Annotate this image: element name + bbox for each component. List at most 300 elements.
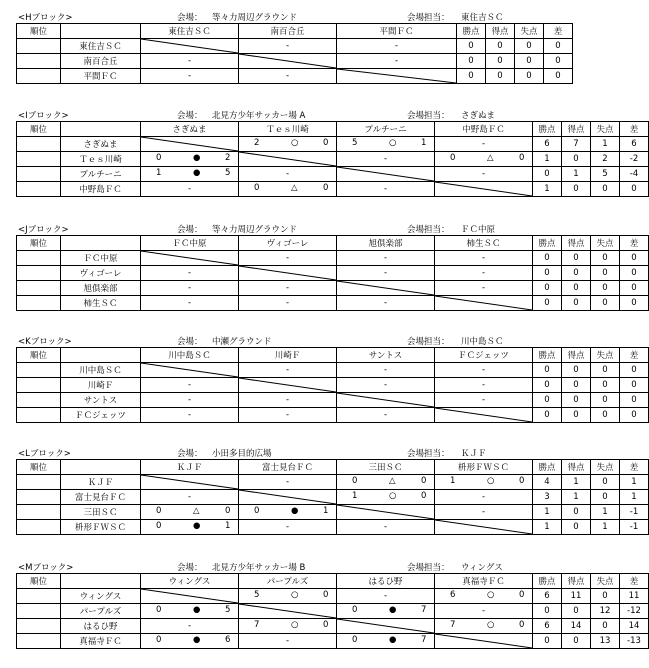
table-row: [17, 604, 649, 619]
diagonal-line: [435, 296, 532, 310]
team-column-header: 中野島ＦＣ: [435, 122, 533, 137]
standings-table: [16, 23, 573, 84]
match-pending: -: [337, 520, 435, 535]
match-pending: -: [141, 69, 239, 84]
match-result: [239, 182, 337, 197]
block-1: [0, 108, 639, 195]
goals-against-value: 2: [591, 152, 620, 167]
match-pending: -: [435, 363, 533, 378]
match-pending: -: [141, 490, 239, 505]
goal-diff-value: -2: [620, 152, 649, 167]
team-column-header: さぎぬま: [141, 122, 239, 137]
self-match-cell: [435, 296, 533, 311]
goal-diff-value: 11: [620, 589, 649, 604]
result-mark: ○: [291, 620, 299, 630]
block-4: [0, 446, 639, 533]
goals-against-value: 0: [591, 378, 620, 393]
diagonal-line: [239, 54, 336, 68]
team-column-header: 枡形ＦＷＳＣ: [435, 460, 533, 475]
header-row: [17, 24, 573, 39]
result-mark: △: [193, 506, 200, 516]
goals-against-value: 0: [515, 39, 544, 54]
table-row: [17, 589, 649, 604]
score-opponent: 0: [225, 506, 231, 516]
goals-for-value: 0: [562, 393, 591, 408]
score-opponent: 1: [421, 138, 427, 148]
goals-for-value: 14: [562, 619, 591, 634]
result-mark: ○: [291, 590, 299, 600]
venue-name: 等々力周辺グラウンド: [212, 13, 298, 23]
match-result: [337, 604, 435, 619]
match-pending: -: [435, 137, 533, 152]
goals-against-value: 0: [591, 589, 620, 604]
match-result: [239, 505, 337, 520]
goal-diff-value: 0: [620, 363, 649, 378]
rank-header: 順位: [17, 348, 61, 363]
goal-diff-value: 0: [544, 54, 573, 69]
table-row: [17, 54, 573, 69]
team-column-header: 真福寺ＦＣ: [435, 574, 533, 589]
result-mark: ●: [291, 506, 299, 516]
wins-value: 0: [457, 39, 486, 54]
match-pending: -: [141, 182, 239, 197]
block-name: <Jブロック>: [18, 225, 69, 235]
block-header: [0, 334, 584, 347]
score-own: 1: [352, 491, 358, 501]
self-match-cell: [337, 167, 435, 182]
team-name: ＦＣ中原: [61, 251, 141, 266]
team-name: ウィングス: [61, 589, 141, 604]
score-own: 0: [352, 605, 358, 615]
team-column-header: はるひ野: [337, 574, 435, 589]
manager-name: 東住吉ＳＣ: [461, 13, 504, 23]
goals-against-value: 0: [591, 363, 620, 378]
rank-cell: [17, 408, 61, 423]
result-mark: ○: [487, 620, 495, 630]
score-own: 5: [254, 590, 260, 600]
match-pending: -: [239, 281, 337, 296]
rank-cell: [17, 505, 61, 520]
block-name: <Lブロック>: [18, 449, 71, 459]
block-2: [0, 222, 639, 309]
rank-cell: [17, 39, 61, 54]
goals-against-header: 失点: [591, 574, 620, 589]
result-mark: ○: [291, 138, 299, 148]
header-row: [17, 236, 649, 251]
match-result: [337, 490, 435, 505]
match-pending: -: [435, 393, 533, 408]
wins-value: 0: [457, 69, 486, 84]
manager-label: 会場担当：: [407, 449, 450, 459]
match-pending: -: [239, 296, 337, 311]
goal-diff-value: -1: [620, 505, 649, 520]
team-name: 川中島ＳＣ: [61, 363, 141, 378]
result-mark: ●: [193, 153, 201, 163]
goals-against-header: 失点: [515, 24, 544, 39]
wins-value: 4: [533, 475, 562, 490]
corner-cell: [61, 460, 141, 475]
team-name: はるひ野: [61, 619, 141, 634]
team-name: 中野島ＦＣ: [61, 182, 141, 197]
goals-for-header: 得点: [486, 24, 515, 39]
goals-against-value: 1: [591, 505, 620, 520]
rank-cell: [17, 520, 61, 535]
table-row: [17, 281, 649, 296]
goals-against-value: 5: [591, 167, 620, 182]
match-result: [337, 137, 435, 152]
self-match-cell: [141, 363, 239, 378]
self-match-cell: [141, 251, 239, 266]
table-row: [17, 378, 649, 393]
wins-value: 0: [533, 604, 562, 619]
goal-diff-value: 1: [620, 475, 649, 490]
match-result: [239, 137, 337, 152]
goal-diff-value: 0: [620, 408, 649, 423]
match-result: [141, 152, 239, 167]
rank-cell: [17, 296, 61, 311]
team-column-header: ウィングス: [141, 574, 239, 589]
goals-for-value: 7: [562, 137, 591, 152]
self-match-cell: [141, 589, 239, 604]
diagonal-line: [337, 167, 434, 181]
match-pending: -: [435, 281, 533, 296]
goal-diff-header: 差: [620, 574, 649, 589]
manager-label: 会場担当：: [407, 13, 450, 23]
score-opponent: 2: [225, 153, 231, 163]
standings-table: [16, 235, 649, 311]
wins-value: 0: [533, 296, 562, 311]
goals-against-value: 0: [515, 54, 544, 69]
table-row: [17, 251, 649, 266]
diagonal-line: [141, 39, 238, 53]
venue-label: 会場：: [177, 13, 203, 23]
venue-label: 会場：: [177, 449, 203, 459]
score-own: 1: [156, 168, 162, 178]
goal-diff-value: 14: [620, 619, 649, 634]
goals-for-value: 0: [486, 54, 515, 69]
rank-cell: [17, 266, 61, 281]
match-pending: -: [239, 408, 337, 423]
match-result: [435, 619, 533, 634]
goals-for-value: 1: [562, 475, 591, 490]
goals-for-header: 得点: [562, 348, 591, 363]
venue-label: 会場：: [177, 225, 203, 235]
goal-diff-header: 差: [620, 348, 649, 363]
diagonal-line: [337, 281, 434, 295]
team-column-header: サントス: [337, 348, 435, 363]
team-column-header: Ｔｅｓ川崎: [239, 122, 337, 137]
match-pending: -: [435, 604, 533, 619]
match-result: [141, 167, 239, 182]
match-pending: -: [435, 251, 533, 266]
result-mark: ●: [193, 605, 201, 615]
goal-diff-value: 0: [620, 296, 649, 311]
table-row: [17, 408, 649, 423]
self-match-cell: [239, 266, 337, 281]
score-own: 0: [254, 506, 260, 516]
block-header: [0, 10, 584, 23]
match-pending: -: [239, 69, 337, 84]
match-pending: -: [337, 363, 435, 378]
standings-table: [16, 347, 649, 423]
score-own: 6: [450, 590, 456, 600]
team-name: 富士見台ＦＣ: [61, 490, 141, 505]
rank-cell: [17, 589, 61, 604]
table-row: [17, 182, 649, 197]
score-own: 0: [352, 476, 358, 486]
match-result: [141, 634, 239, 649]
result-mark: △: [487, 153, 494, 163]
venue-label: 会場：: [177, 111, 203, 121]
wins-value: 0: [457, 54, 486, 69]
match-pending: -: [239, 39, 337, 54]
wins-value: 0: [533, 408, 562, 423]
block-name: <Kブロック>: [18, 337, 72, 347]
team-column-header: 旭俱楽部: [337, 236, 435, 251]
table-row: [17, 520, 649, 535]
team-column-header: ヴィゴーレ: [239, 236, 337, 251]
wins-value: 6: [533, 137, 562, 152]
score-own: 2: [254, 138, 260, 148]
result-mark: ○: [389, 138, 397, 148]
match-result: [337, 475, 435, 490]
goals-against-header: 失点: [591, 348, 620, 363]
score-opponent: 6: [225, 635, 231, 645]
wins-value: 0: [533, 393, 562, 408]
goal-diff-value: 0: [620, 378, 649, 393]
goal-diff-value: 0: [620, 182, 649, 197]
wins-value: 0: [533, 266, 562, 281]
goals-for-value: 0: [562, 363, 591, 378]
self-match-cell: [435, 520, 533, 535]
wins-value: 1: [533, 505, 562, 520]
manager-name: ＫＪＦ: [461, 449, 487, 459]
manager-label: 会場担当：: [407, 337, 450, 347]
match-pending: -: [141, 281, 239, 296]
goals-against-value: 0: [591, 182, 620, 197]
match-result: [239, 619, 337, 634]
team-column-header: 平間ＦＣ: [337, 24, 457, 39]
result-mark: ○: [389, 491, 397, 501]
team-column-header: 川中島ＳＣ: [141, 348, 239, 363]
score-opponent: 0: [323, 590, 329, 600]
team-name: 南百合丘: [61, 54, 141, 69]
table-row: [17, 296, 649, 311]
result-mark: ○: [487, 590, 495, 600]
standings-table: [16, 573, 649, 649]
table-row: [17, 475, 649, 490]
goals-for-value: 11: [562, 589, 591, 604]
team-name: Ｔｅｓ川崎: [61, 152, 141, 167]
corner-cell: [61, 348, 141, 363]
wins-header: 勝点: [533, 236, 562, 251]
diagonal-line: [239, 604, 336, 618]
match-pending: -: [337, 378, 435, 393]
score-own: 0: [156, 153, 162, 163]
diagonal-line: [435, 182, 532, 196]
goals-for-value: 0: [562, 604, 591, 619]
match-result: [337, 634, 435, 649]
match-pending: -: [337, 408, 435, 423]
goal-diff-value: 0: [620, 393, 649, 408]
goals-for-value: 0: [562, 281, 591, 296]
wins-header: 勝点: [533, 348, 562, 363]
manager-name: さぎぬま: [461, 111, 496, 121]
header-row: [17, 460, 649, 475]
team-name: 平間ＦＣ: [61, 69, 141, 84]
score-opponent: 0: [323, 620, 329, 630]
team-name: 枡形ＦＷＳＣ: [61, 520, 141, 535]
goals-for-value: 0: [562, 408, 591, 423]
diagonal-line: [239, 378, 336, 392]
rank-cell: [17, 363, 61, 378]
rank-cell: [17, 378, 61, 393]
match-pending: -: [141, 378, 239, 393]
diagonal-line: [239, 152, 336, 166]
match-pending: -: [435, 505, 533, 520]
block-header: [0, 222, 584, 235]
wins-value: 0: [533, 634, 562, 649]
score-own: 7: [450, 620, 456, 630]
team-column-header: パープルズ: [239, 574, 337, 589]
venue-name: 北見方少年サッカー場 B: [212, 563, 306, 573]
match-pending: -: [337, 39, 457, 54]
rank-cell: [17, 152, 61, 167]
wins-header: 勝点: [533, 574, 562, 589]
rank-cell: [17, 137, 61, 152]
rank-cell: [17, 604, 61, 619]
match-result: [435, 589, 533, 604]
goals-for-value: 0: [562, 520, 591, 535]
self-match-cell: [141, 137, 239, 152]
match-result: [141, 505, 239, 520]
manager-name: 川中島ＳＣ: [461, 337, 504, 347]
score-opponent: 0: [519, 590, 525, 600]
self-match-cell: [141, 39, 239, 54]
wins-value: 0: [533, 363, 562, 378]
match-result: [435, 475, 533, 490]
match-result: [239, 589, 337, 604]
team-name: 川崎Ｆ: [61, 378, 141, 393]
match-pending: -: [239, 363, 337, 378]
diagonal-line: [141, 589, 238, 603]
wins-value: 3: [533, 490, 562, 505]
score-opponent: 0: [519, 476, 525, 486]
wins-value: 0: [533, 167, 562, 182]
table-row: [17, 363, 649, 378]
score-own: 7: [254, 620, 260, 630]
goal-diff-header: 差: [544, 24, 573, 39]
match-pending: -: [141, 296, 239, 311]
score-opponent: 0: [519, 620, 525, 630]
goals-against-value: 0: [591, 281, 620, 296]
score-opponent: 7: [421, 605, 427, 615]
rank-cell: [17, 475, 61, 490]
diagonal-line: [239, 490, 336, 504]
match-pending: -: [435, 167, 533, 182]
table-row: [17, 39, 573, 54]
table-row: [17, 393, 649, 408]
score-own: 1: [450, 476, 456, 486]
diagonal-line: [141, 251, 238, 265]
match-pending: -: [435, 490, 533, 505]
self-match-cell: [239, 604, 337, 619]
goals-for-value: 0: [486, 39, 515, 54]
score-own: 0: [254, 183, 260, 193]
score-opponent: 1: [225, 521, 231, 531]
rank-cell: [17, 167, 61, 182]
match-pending: -: [337, 589, 435, 604]
venue-label: 会場：: [177, 563, 203, 573]
score-opponent: 0: [421, 476, 427, 486]
match-pending: -: [337, 152, 435, 167]
wins-value: 1: [533, 152, 562, 167]
team-column-header: 東住吉ＳＣ: [141, 24, 239, 39]
goal-diff-value: 0: [620, 281, 649, 296]
venue-name: 小田多目的広場: [212, 449, 272, 459]
score-own: 0: [156, 605, 162, 615]
goals-against-value: 0: [591, 266, 620, 281]
diagonal-line: [337, 505, 434, 519]
rank-cell: [17, 281, 61, 296]
goal-diff-header: 差: [620, 460, 649, 475]
block-name: <Iブロック>: [18, 111, 69, 121]
venue-name: 北見方少年サッカー場 A: [212, 111, 306, 121]
self-match-cell: [239, 490, 337, 505]
rank-cell: [17, 634, 61, 649]
team-column-header: 富士見台ＦＣ: [239, 460, 337, 475]
block-name: <Hブロック>: [18, 13, 73, 23]
goals-for-value: 1: [562, 490, 591, 505]
standings-table: [16, 459, 649, 535]
goals-against-header: 失点: [591, 236, 620, 251]
table-row: [17, 69, 573, 84]
match-pending: -: [141, 266, 239, 281]
team-column-header: 三田ＳＣ: [337, 460, 435, 475]
goals-against-value: 0: [591, 619, 620, 634]
header-row: [17, 122, 649, 137]
rank-cell: [17, 251, 61, 266]
diagonal-line: [141, 475, 238, 489]
goals-against-value: 0: [591, 475, 620, 490]
goal-diff-value: 0: [620, 251, 649, 266]
score-own: 5: [352, 138, 358, 148]
match-pending: -: [337, 182, 435, 197]
rank-header: 順位: [17, 122, 61, 137]
block-header: [0, 446, 584, 459]
rank-cell: [17, 69, 61, 84]
self-match-cell: [337, 281, 435, 296]
match-pending: -: [337, 266, 435, 281]
team-name: プルチーニ: [61, 167, 141, 182]
wins-value: 0: [533, 281, 562, 296]
diagonal-line: [337, 393, 434, 407]
team-name: ＫＪＦ: [61, 475, 141, 490]
goals-against-value: 13: [591, 634, 620, 649]
result-mark: △: [291, 183, 298, 193]
goals-for-value: 0: [562, 505, 591, 520]
team-column-header: 柿生ＳＣ: [435, 236, 533, 251]
table-row: [17, 137, 649, 152]
block-header: [0, 560, 584, 573]
goals-against-value: 0: [591, 296, 620, 311]
wins-value: 6: [533, 619, 562, 634]
match-pending: -: [239, 475, 337, 490]
diagonal-line: [337, 619, 434, 633]
venue-name: 中瀬グラウンド: [212, 337, 272, 347]
goals-for-header: 得点: [562, 236, 591, 251]
table-row: [17, 619, 649, 634]
